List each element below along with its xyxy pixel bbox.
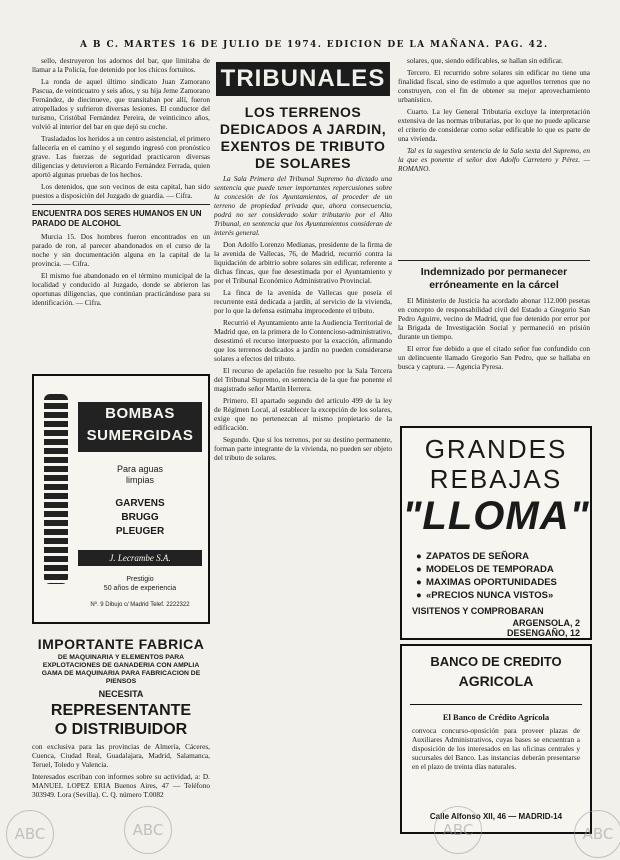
ad-tagline: Prestigio — [126, 576, 154, 583]
article-paragraph: Primero. El apartado segundo del artículo 499 de la ley de Régimen Local, al establecer la excepción de los solares, exige que no pertenezcan al mismo propietario de la edificación. — [214, 396, 392, 432]
store-name: "LLOMA" — [402, 494, 590, 538]
section-label-tribunales: TRIBUNALES — [216, 62, 390, 96]
bank-name: BANCO DE CREDITO AGRICOLA — [410, 650, 582, 705]
watermark-logo: ABC — [434, 806, 482, 854]
ad-call-to-action: VISITENOS Y COMPROBARAN — [412, 606, 544, 616]
ad-banco-credito-agricola — [400, 644, 592, 834]
ad-bombas-sumergidas — [32, 374, 210, 624]
page-header: A B C. MARTES 16 DE JULIO DE 1974. EDICION DE LA MAÑANA. PAG. 42. — [80, 40, 549, 50]
article-body — [398, 296, 590, 406]
column-left — [32, 56, 210, 370]
watermark-logo: ABC — [574, 810, 620, 858]
article-paragraph: El Ministerio de Justicia ha acordado abonar 112.000 pesetas en concepto de responsabilidad civil del Estado a Gregorio San Pedro Aguirre, vecino de Madrid, que fue detenido por error por la Brigada de Investigación Social y permaneció en prisión durante un tiempo. — [398, 296, 590, 341]
article-paragraph: Tal es la sugestiva sentencia de la Sala sexta del Supremo, en la que es ponente el señor don Adolfo Carretero y Pérez. — ROMANO. — [398, 146, 590, 173]
article-paragraph: La finca de la avenida de Vallecas que poseía el recurrente está dedicada a jardín, al servicio de la vivienda, por lo que la defensa estimaba improcedente el tributo. — [214, 288, 392, 315]
ad-role: REPRESENTANTE — [50, 702, 192, 719]
list-item: ● ZAPATOS DE SEÑORA — [416, 551, 529, 562]
ad-subheadline: DE MAQUINARIA Y ELEMENTOS PARA EXPLOTACIONES DE GANADERIA CON AMPLIA GAMA DE MAQUINARIA PARA FABRICACION DE PIENSOS — [41, 654, 201, 685]
article-paragraph: Segundo. Que si los terrenos, por su destino permanente, forman parte integrante de la vivienda, no pueden ser objeto del tributo de solares. — [214, 435, 392, 462]
ad-grandes-rebajas — [400, 426, 592, 640]
article-paragraph: El recurso de apelación fue resuelto por la Sala Tercera del Tribunal Supremo, en sentencia de la que fue ponente el magistrado señor Martín Herrera. — [214, 366, 392, 393]
ad-line: GRANDES — [424, 434, 568, 464]
bank-announcement: convoca concurso-oposición para proveer plazas de Auxiliares Administrativos, cuyas bases se encuentran a disposición de los interesados en las oficinas centrales y sucursales del Banco. Las instancias deberán presentarse en el plazo de treinta días naturales. — [412, 726, 580, 771]
ad-tagline: 50 años de experiencia — [103, 585, 177, 592]
bullet-icon: ● — [416, 551, 422, 562]
company-signature: J. Lecrambe S.A. — [78, 550, 202, 566]
article-paragraph: Cuarto. La ley General Tributaria excluye la interpretación extensiva de las normas tributarias, por lo que no puede aplicarse el criterio de considerar como solar edificable lo que es parte de una vivienda. — [398, 107, 590, 143]
divider — [398, 260, 590, 261]
article-paragraph: El error fue debido a que el citado señor fue confundido con un delincuente llamado Gregorio San Pedro, que se hallaba en busca y captura. — Agencia Pyresa. — [398, 344, 590, 371]
brand-name: GARVENS — [115, 498, 165, 509]
article-paragraph: Trasladados los heridos a un centro asistencial, el primero fallecería en el camino y el segundo ingresó con pronóstico grave. Las fuerzas de seguridad practicaron diversas diligencias y detuvieron a Ricardo Fernández Ferrada, quien aportó algunas pruebas de los hechos. — [32, 134, 210, 179]
article-paragraph: solares, que, siendo edificables, se hallan sin edificar. — [407, 56, 563, 65]
brand-name: PLEUGER — [115, 526, 165, 537]
ad-headline: IMPORTANTE FABRICA — [37, 636, 205, 652]
article-subhead: ENCUENTRA DOS SERES HUMANOS EN UN PARADO DE ALCOHOL — [32, 209, 202, 228]
article-paragraph: La ronda de aquel último sindicato Juan Zamorano Pascua, de veinticuatro y seis años, y su hija Jeme Zamorano Fernández, de diecinueve, que transitaban por allí, fueron atropellados y sufrieron diversas lesiones. El conductor del turismo, Cristóbal Fernández Pereira, de veinticinco años, volvió al interior del bar en que dejó su coche. — [32, 77, 210, 131]
ad-purpose: limpias — [125, 475, 154, 485]
list-item: ● MAXIMAS OPORTUNIDADES — [416, 577, 557, 588]
article-continuation — [398, 56, 590, 256]
article-paragraph: Recurrió el Ayuntamiento ante la Audiencia Territorial de Madrid que, en la primera de lo Contencioso-administrativo, desestimó el recurso interpuesto por la exacción, afirmando que los terrenos dedicados a jardín no pueden considerarse solares a efectos del tributo. — [214, 318, 392, 363]
watermark-logo: ABC — [124, 806, 172, 854]
bank-address: Calle Alfonso XII, 46 — MADRID-14 — [429, 812, 563, 821]
ad-title: BOMBAS SUMERGIDAS — [78, 402, 202, 452]
article-headline: Indemnizado por permanecer erróneamente en la cárcel — [420, 266, 568, 291]
ad-contact: Interesados escriban con informes sobre su actividad, a: D. MANUEL LOPEZ ERIA Buenos Aires, 47 — Teléfono 303949. Lora (Sevilla). C. Q. número T.0082 — [32, 772, 210, 799]
ad-footer: Nº. 9 Dibujo c/ Madrid Telef. 2222322 — [90, 602, 190, 608]
bank-subtitle: El Banco de Crédito Agrícola — [442, 712, 550, 722]
article-paragraph: sello, destruyeron los adornos del bar, que limitaba de llamar a la Policía, fue detenido por los chicos fortuitos. — [32, 56, 210, 74]
brand-name: BRUGG — [121, 512, 159, 523]
bullet-icon: ● — [416, 590, 422, 601]
bullet-icon: ● — [416, 577, 422, 588]
list-item: ● «PRECIOS NUNCA VISTOS» — [416, 590, 554, 601]
ad-role: O DISTRIBUIDOR — [54, 721, 188, 738]
ad-purpose: Para aguas — [116, 464, 164, 474]
article-paragraph: Tercero. El recurrido sobre solares sin edificar no tiene una finalidad fiscal, sino de estímulo a que aquellos terrenos que no construyen, con el fin de obtener su mejor aprovechamiento urbanístico. — [398, 68, 590, 104]
pump-illustration — [44, 394, 68, 584]
ad-needs: NECESITA — [98, 689, 144, 699]
article-body — [214, 174, 392, 834]
ad-zones: con exclusiva para las provincias de Almería, Cáceres, Cuenca, Ciudad Real, Guadalajara, Madrid, Salamanca, Teruel, Toledo y Valencia. — [32, 742, 210, 769]
ad-line: REBAJAS — [429, 464, 563, 494]
watermark-logo: ABC — [6, 810, 54, 858]
article-paragraph: El mismo fue abandonado en el término municipal de la localidad y conducido al Juzgado, donde se abrieron las oportunas diligencias, que continúan practicándose para su identificación. — Cifra. — [32, 271, 210, 307]
article-headline: LOS TERRENOS DEDICADOS A JARDIN, EXENTOS DE TRIBUTO DE SOLARES — [219, 104, 387, 171]
article-paragraph: Los detenidos, que son vecinos de esta capital, han sido puestos a disposición del Juzgado de guardia. — Cifra. — [32, 182, 210, 200]
bullet-icon: ● — [416, 564, 422, 575]
store-address: ARGENSOLA, 2 — [512, 618, 580, 628]
list-item: ● MODELOS DE TEMPORADA — [416, 564, 554, 575]
article-paragraph: Don Adolfo Lorenzo Medianas, presidente de la firma de la avenida de Vallecas, 76, de Madrid, recurrió contra la liquidación de arbitrio sobre solares sin edificar, referente a dichas fincas, que fue desestimada por el Ayuntamiento y por el Tribunal Económico Administrativo Provincial. — [214, 240, 392, 285]
ad-importante-fabrica — [32, 636, 210, 802]
divider — [32, 204, 210, 205]
ad-item-list — [416, 550, 586, 602]
article-lead: La Sala Primera del Tribunal Supremo ha dictado una sentencia que puede tener importantes repercusiones sobre la concesión de los Ayuntamientos, al proceder de un terreno de propiedad privada que, ahora consecuencia, podrá no ser considerado solar tributario por el Alto Tribunal, en sentencia que los Ayuntamientos consideran de interés general. — [214, 174, 392, 237]
article-paragraph: Murcia 15. Dos hombres fueron encontrados en un parado de ron, al parecer abandonados en el curso de la noche y sin documentación alguna en la capital de la provincia. — Cifra. — [32, 232, 210, 268]
store-address: DESENGAÑO, 12 — [506, 628, 580, 638]
